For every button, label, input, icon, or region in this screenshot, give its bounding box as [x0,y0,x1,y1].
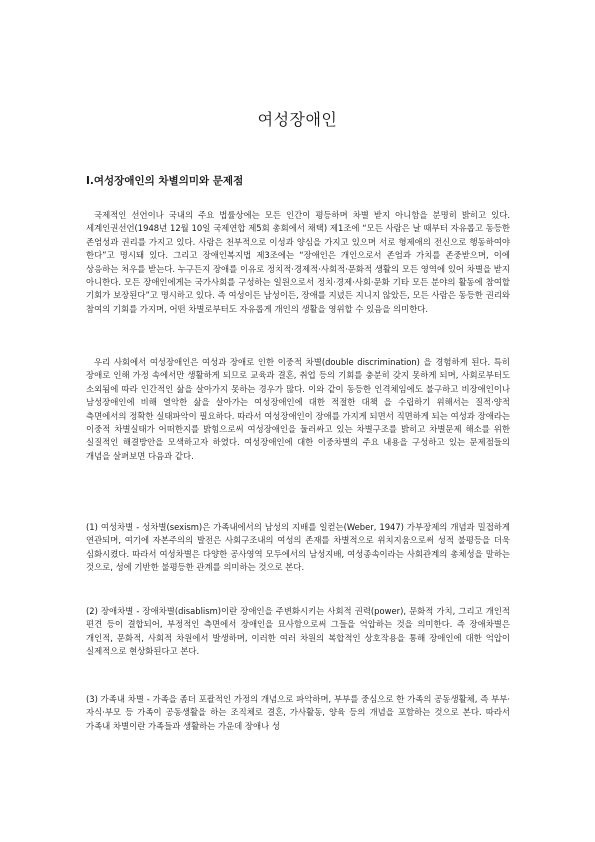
paragraph-double-discrimination: 우리 사회에서 여성장애인은 여성과 장애로 인한 이중적 차별(double discrimination) 을 경험하게 된다. 특히 장애로 인해 가정 속에서만 생활하게 되므로 교육과 결혼, 취업 등의 기회를 충분히 갖지 못하게 되며, 사회로부터도 소외됨에 따라 인간적인 삶을 살아가지 못하는 경우가 많다. 이와 같이 동등한 인격체임에도 불구하고 비장애인이나 남성장애인에 비해 열악한 삶을 살아가는 여성장애인에 대한 적절한 대책 을 수립하기 위해서는 질적·양적 측면에서의 정확한 실태파악이 필요하다. 따라서 여성장애인이 장애를 가지게 되면서 직면하게 되는 여성과 장애라는 이중적 차별실태가 어떠한지를 밝힘으로써 여성장애인을 둘러싸고 있는 차별구조를 밝히고 차별문제 해소를 위한 실질적인 해결방안을 모색하고자 하였다. 여성장애인에 대한 이중차별의 주요 내용을 구성하고 있는 문제점들의 개념을 살펴보면 다음과 같다. [86,357,510,461]
paragraph-gender-discrimination: (1) 여성차별 - 성차별(sexism)은 가족내에서의 남성의 지배를 일컫는(Weber, 1947) 가부장제의 개념과 밀접하게 연관되며, 여기에 자본주의의 발전은 사회구조내의 여성의 존재를 차별적으로 위치지움으로써 성적 불평등을 더욱 심화시켰다. 따라서 여성차별은 다양한 공사영역 모두에서의 남성지배, 여성종속이라는 사회관계의 총체성을 말하는 것으로, 성에 기반한 불평등한 관계를 의미하는 것으로 본다. [86,522,510,573]
paragraph-family-discrimination: (3) 가족내 차별 - 가족을 좀더 포괄적인 가정의 개념으로 파악하며, 부부를 중심으로 한 가족의 공동생활체, 즉 부부·자식·부모 등 가족이 공동생활을 하는 조직체로 결혼, 가사활동, 양육 등의 개념을 포함하는 것으로 본다. 따라서 가족내 차별이란 가족들과 생활하는 가운데 장애나 성 [86,694,510,731]
paragraph-intro: 국제적인 선언이나 국내의 주요 법률상에는 모든 인간이 평등하며 차별 받지 아니함을 분명히 밝히고 있다. 세계인권선언(1948년 12월 10일 국제연합 제5회 총회에서 채택) 제1조에 “모든 사람은 날 때부터 자유롭고 동등한 존엄성과 권리를 가지고 있다. 사람은 천부적으로 이성과 양심을 가지고 있으며 서로 형제애의 전신으로 행동하여야 한다”고 명시돼 있다. 그리고 장애인복지법 제3조에는 “장애인은 개인으로서 존엄과 가치를 존중받으며, 이에 상응하는 처우를 받는다. 누구든지 장애를 이유로 정치적·경제적·사회적·문화적 생활의 모든 영역에 있어 차별을 받지 아니한다. 모든 장애인에게는 국가사회를 구성하는 일원으로서 정치·경제·사회·문화 기타 모든 분야의 활동에 참여할 기회가 보장된다”고 명시하고 있다. 즉 여성이든 남성이든, 장애를 지녔든 지니지 않았든, 모든 사람은 동등한 권리와 참여의 기회를 가지며, 어떤 차별로부터도 자유롭게 개인의 생활을 영위할 수 있음을 의미한다. [86,210,510,314]
document-title: 여성장애인 [257,109,338,129]
section-heading: Ⅰ.여성장애인의 차별의미와 문제점 [86,174,244,187]
paragraph-disability-discrimination: (2) 장애차별 - 장애차별(disablism)이란 장애인을 주변화시키는 사회적 권력(power), 문화적 가치, 그리고 개인적 편견 등이 결합되어, 부정적인 측면에서 장애인을 묘사함으로써 그들을 억압하는 것을 의미한다. 즉 장애차별은 개인적, 문화적, 사회적 차원에서 발생하며, 이러한 여러 차원의 복합적인 상호작용을 통해 장애인에 대한 억압이 실제적으로 현상화된다고 본다. [86,606,510,657]
